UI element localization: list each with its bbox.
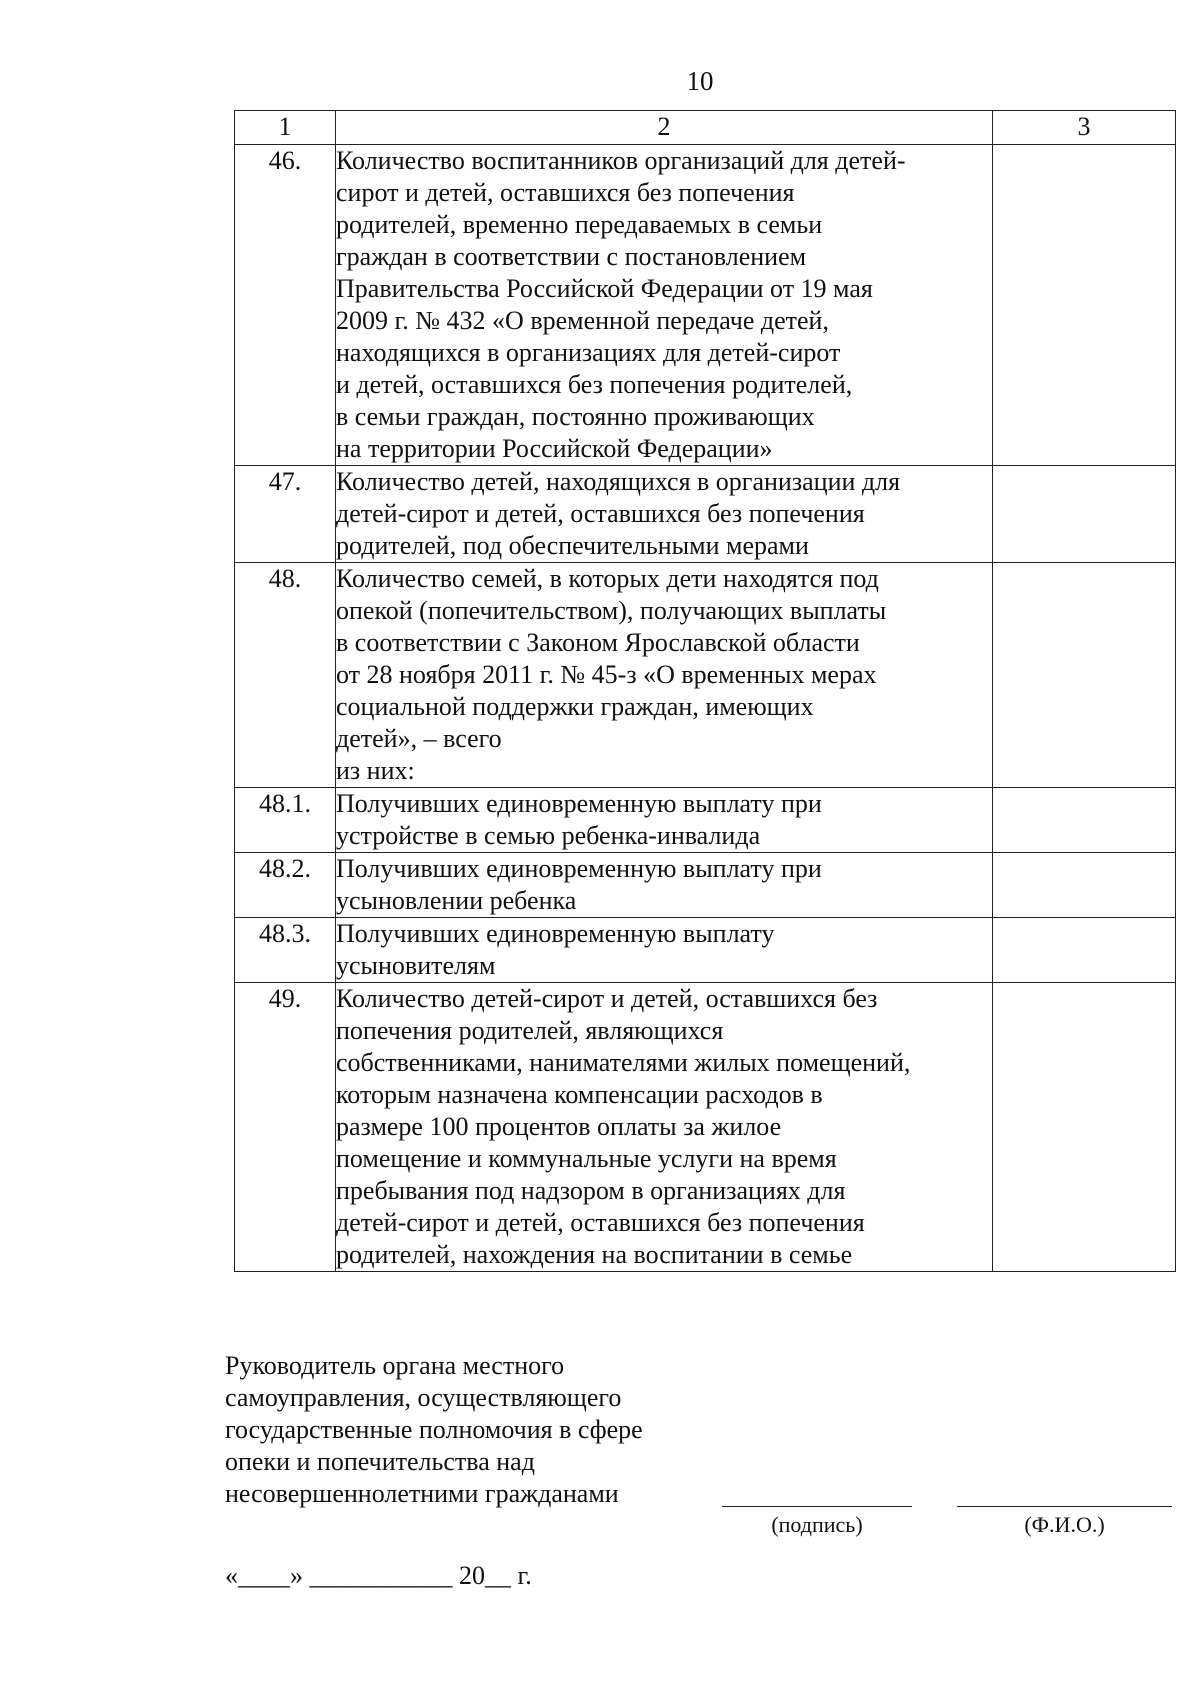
header-col-1: 1: [235, 111, 336, 145]
page-number: 10: [686, 66, 714, 96]
row-value[interactable]: [993, 145, 1176, 466]
table-row: [235, 918, 1176, 983]
table-row: [235, 853, 1176, 918]
signature-caption: (подпись): [771, 1512, 863, 1537]
row-number: 46.: [235, 145, 336, 466]
report-table: [234, 110, 1176, 1272]
row-value[interactable]: [993, 918, 1176, 983]
row-description: Количество семей, в которых дети находятся под опекой (попечительством), получающих выплаты в соответствии с Законом Ярославской области от 28 ноября 2011 г. № 45-з «О временных мерах социальной поддержки граждан, имеющих детей», – всего из них:: [336, 563, 993, 788]
row-number: 47.: [235, 466, 336, 563]
row-description: Количество воспитанников организаций для детей- сирот и детей, оставшихся без попечения родителей, временно передаваемых в семьи граждан в соответствии с постановлением Правительства Российской Федерации от 19 мая 2009 г. № 432 «О временной передаче детей, находящихся в организациях для детей-сирот и детей, оставшихся без попечения родителей, в семьи граждан, постоянно проживающих на территории Российской Федерации»: [336, 145, 993, 466]
signature-line[interactable]: [722, 1506, 912, 1507]
row-description: Количество детей-сирот и детей, оставшихся без попечения родителей, являющихся собственниками, нанимателями жилых помещений, которым назначена компенсации расходов в размере 100 процентов оплаты за жилое помещение и коммунальные услуги на время пребывания под надзором в организациях для детей-сирот и детей, оставшихся без попечения родителей, нахождения на воспитании в семье: [336, 983, 993, 1272]
table-row: [235, 466, 1176, 563]
row-description: Получивших единовременную выплату усыновителям: [336, 918, 993, 983]
row-description: Количество детей, находящихся в организации для детей-сирот и детей, оставшихся без попечения родителей, под обеспечительными мерами: [336, 466, 993, 563]
table-row: [235, 145, 1176, 466]
header-col-3: 3: [993, 111, 1176, 145]
row-value[interactable]: [993, 983, 1176, 1272]
table-row: [235, 983, 1176, 1272]
date-field[interactable]: «____» ___________ 20__ г.: [225, 1561, 532, 1590]
row-description: Получивших единовременную выплату при усыновлении ребенка: [336, 853, 993, 918]
full-name-line[interactable]: [957, 1506, 1172, 1507]
row-value[interactable]: [993, 466, 1176, 563]
official-position-text: Руководитель органа местного самоуправления, осуществляющего государственные полномочия в сфере опеки и попечительства над несовершеннолетними гражданами: [225, 1351, 643, 1508]
row-number: 49.: [235, 983, 336, 1272]
table-row: [235, 563, 1176, 788]
row-value[interactable]: [993, 853, 1176, 918]
row-number: 48.: [235, 563, 336, 788]
table-row: [235, 788, 1176, 853]
row-value[interactable]: [993, 563, 1176, 788]
table-header-row: [235, 111, 1176, 145]
row-description: Получивших единовременную выплату при устройстве в семью ребенка-инвалида: [336, 788, 993, 853]
header-col-2: 2: [336, 111, 993, 145]
row-number: 48.2.: [235, 853, 336, 918]
row-number: 48.1.: [235, 788, 336, 853]
row-value[interactable]: [993, 788, 1176, 853]
row-number: 48.3.: [235, 918, 336, 983]
full-name-caption: (Ф.И.О.): [1024, 1512, 1105, 1537]
